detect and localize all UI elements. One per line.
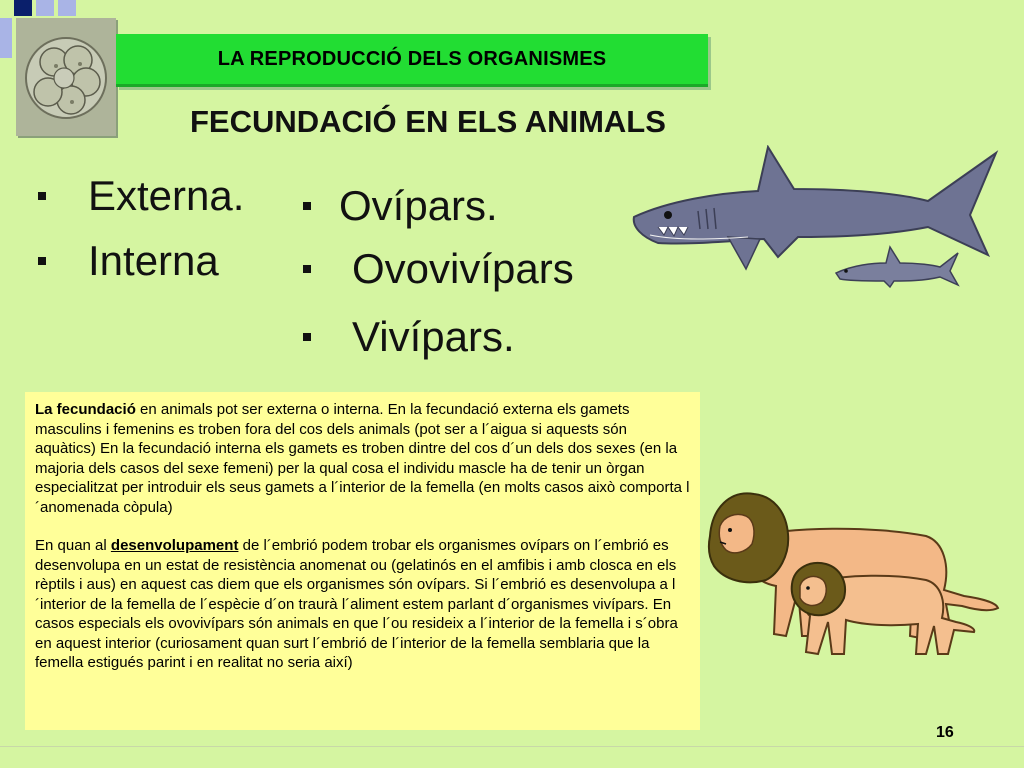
- bullet-square-icon: [303, 265, 311, 273]
- paragraph-desenvolupament-lead: En quan al: [35, 537, 111, 554]
- list-item-ovoviviparous: Ovovivípars: [303, 245, 574, 293]
- bullet-square-icon: [303, 202, 311, 210]
- list-item-viviparous: Vivípars.: [303, 313, 515, 361]
- page-number: 16: [936, 724, 954, 741]
- list-item-internal: Interna: [38, 237, 219, 285]
- corner-deco-square-3: [58, 0, 76, 16]
- bullet-square-icon: [38, 192, 46, 200]
- paragraph-desenvolupament: [35, 536, 690, 673]
- bullet-square-icon: [38, 257, 46, 265]
- paragraph-fecundacio-text: en animals pot ser externa o interna. En la fecundació externa els gamets masculins i femenins es troben fora del cos dels animals (pot ser a l´aigua si aquests són aquàtics) En la fecundació interna els gamets es troben dintre del cos d´un dels dos sexes (en la majoria dels casos del sexe femeni) per la qual cosa el individu mascle ha de tenir un òrgan especialitzat per introduir els seus gamets a l´interior de la femella (en molts casos això comporta l´anomenada còpula): [35, 401, 690, 516]
- paragraph-desenvolupament-text: de l´embrió podem trobar els organismes ovípars on l´embrió es desenvolupa en un estat de resistència anomenat ou (gelatinós en el amfibis i amb closca en els rèptils i aus) en aquest cas diem que els organismes són ovípars. Si l´embrió es desenvolupa a l´interior de la femella de l´espècie d´on traurà l´aliment estem parlant d´organismes vivípars. En casos especials els ovovivípars són animals en que l´ou resideix a l´interior de la femella i s´obra en aquest interior (curiosament quan surt l´embrió de l´interior de la femella semblaria que la femella estigués parint i en realitat no seria així): [35, 537, 678, 671]
- page-subtitle: FECUNDACIÓ EN ELS ANIMALS: [190, 104, 666, 139]
- paragraph-gap: [35, 517, 690, 536]
- corner-deco-square-2: [36, 0, 54, 16]
- bullet-square-icon: [303, 333, 311, 341]
- embryo-cells-photo: [16, 18, 116, 136]
- term-fecundacio: La fecundació: [35, 401, 136, 418]
- corner-deco-square-1: [14, 0, 32, 16]
- list-item-external: Externa.: [38, 172, 244, 220]
- paragraph-fecundacio: [35, 400, 690, 517]
- term-desenvolupament: desenvolupament: [110, 537, 239, 554]
- explanation-textbox: [25, 392, 700, 730]
- corner-deco-square-4: [0, 18, 12, 58]
- title-banner: [116, 34, 708, 87]
- shark-illustration: [628, 145, 1000, 295]
- lion-illustration: [706, 486, 1002, 658]
- footer-divider: [0, 746, 1024, 747]
- banner-title: LA REPRODUCCIÓ DELS ORGANISMES: [217, 47, 607, 70]
- list-item-oviparous: Ovípars.: [303, 182, 498, 230]
